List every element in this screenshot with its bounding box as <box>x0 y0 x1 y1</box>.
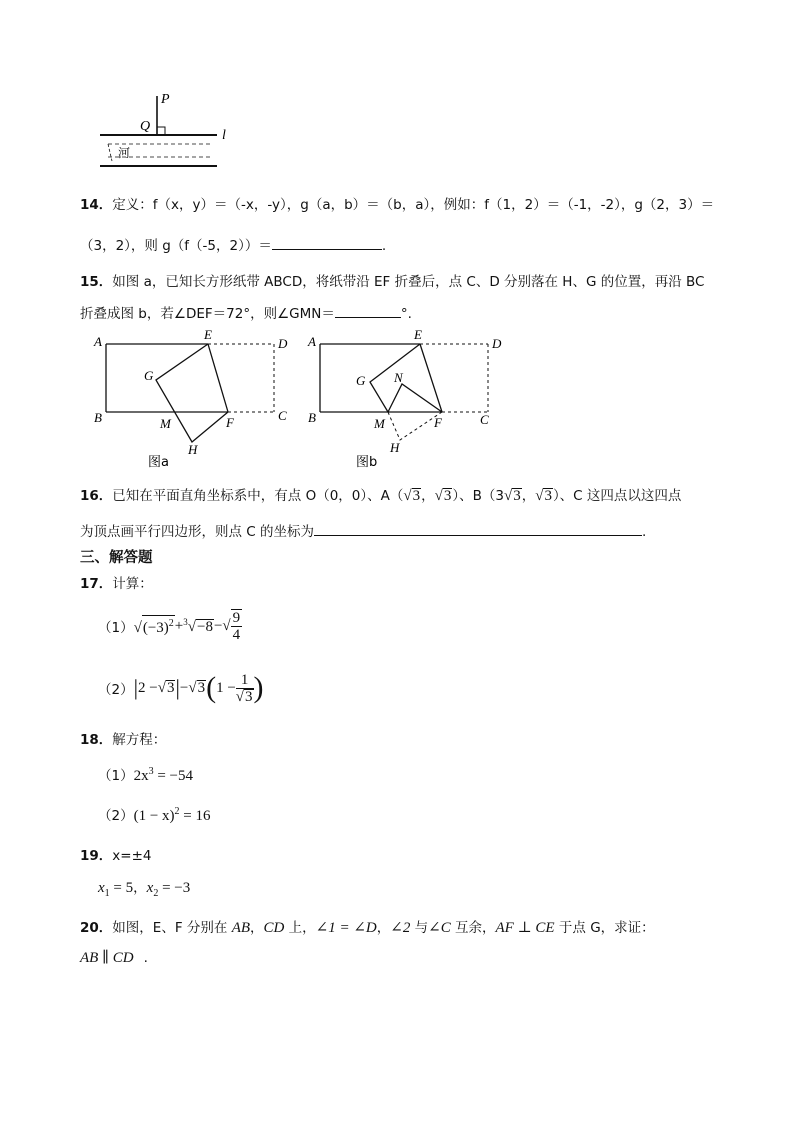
question-number: 18． <box>80 732 113 748</box>
answer-blank[interactable] <box>272 235 382 250</box>
question-number: 16． <box>80 488 113 504</box>
question-20-line-1: 20．如图，E、F 分别在 AB，CD 上，∠1 = ∠D，∠2 与∠C 互余，AF ⊥ CE 于点 G，求证： <box>80 920 655 936</box>
svg-text:A: A <box>94 334 102 349</box>
question-text: 定义：f（x，y）＝（-x，-y），g（a，b）＝（b，a），例如：f（1，2）＝（-1，-2），g（2，3）＝ <box>112 197 715 213</box>
question-18-title: 18．解方程： <box>80 732 167 748</box>
svg-text:F: F <box>434 415 442 430</box>
svg-text:G: G <box>144 368 154 383</box>
question-17-title: 17．计算： <box>80 576 153 592</box>
figure-caption: 图a <box>148 455 169 470</box>
question-number: 17． <box>80 576 113 592</box>
svg-text:N: N <box>394 370 403 385</box>
svg-text:B: B <box>94 410 102 425</box>
svg-text:E: E <box>204 328 212 342</box>
question-16-line-1: 16．已知在平面直角坐标系中，有点 O（0，0）、A（√3，√3）、B（3√3，√3）、C 这四点以这四点 <box>80 488 682 504</box>
svg-text:D: D <box>278 336 288 351</box>
figure-a <box>88 328 298 473</box>
svg-text:H: H <box>390 440 400 455</box>
question-14-line-2: （3，2），则 g（f（-5，2））＝ . <box>80 234 386 254</box>
question-19-line-1: 19．x=±4 <box>80 848 152 864</box>
question-19-line-2: $x_1 = 5$，$x_2 = -3$ <box>98 880 191 899</box>
question-15-line-1 <box>80 270 704 290</box>
question-text: 如图 a，已知长方形纸带 ABCD，将纸带沿 EF 折叠后，点 C、D 分别落在 H、G 的位置，再沿 BC <box>112 274 705 290</box>
svg-text:C: C <box>278 408 287 423</box>
svg-text:A: A <box>308 334 316 349</box>
svg-text:E: E <box>414 328 422 342</box>
question-number: 14． <box>80 197 113 213</box>
svg-text:M: M <box>374 416 385 431</box>
question-15-line-2: 折叠成图 b，若∠DEF＝72°，则∠GMN＝ °. <box>80 302 412 322</box>
question-17-part-2: （2） | 2 − √3 | − √3 ( 1 − $\frac{1}{√3}$ ) <box>98 671 264 705</box>
answer-blank[interactable] <box>335 303 401 318</box>
svg-text:D: D <box>492 336 502 351</box>
figure-caption: 图b <box>356 455 378 470</box>
figure-b <box>302 328 512 473</box>
question-18-part-2: $(2)(1 - x)^2 = 16$ <box>98 806 211 824</box>
svg-text:B: B <box>308 410 316 425</box>
question-17-part-1: （1） $√(-3)^2$ + $^3$√−8 − √ $\frac{9}{4}$ <box>98 610 241 643</box>
label-p: P <box>161 92 170 107</box>
svg-text:M: M <box>160 416 171 431</box>
question-number: 15． <box>80 274 113 290</box>
question-14-line-1 <box>80 193 714 213</box>
river-figure <box>80 86 250 172</box>
question-number: 20． <box>80 920 113 936</box>
section-heading: 三、解答题 <box>80 550 153 566</box>
question-20-line-2: AB ∥ CD . <box>80 950 148 966</box>
svg-text:F: F <box>226 415 234 430</box>
svg-text:C: C <box>480 412 489 427</box>
question-16-line-2: 为顶点画平行四边形，则点 C 的坐标为 . <box>80 520 646 540</box>
label-q: Q <box>140 119 151 134</box>
label-l: l <box>222 128 226 143</box>
question-number: 19． <box>80 848 113 864</box>
question-18-part-1: $(1)2x^3 = -54$ <box>98 766 194 784</box>
question-text: 折叠成图 b，若∠DEF＝72°，则∠GMN＝ <box>80 306 335 322</box>
svg-text:H: H <box>188 442 198 457</box>
label-river: 河 <box>118 146 131 160</box>
question-text: （3，2），则 g（f（-5，2））＝ <box>80 238 272 254</box>
answer-blank[interactable] <box>314 521 642 536</box>
right-angle-mark <box>157 127 165 135</box>
svg-text:G: G <box>356 373 366 388</box>
